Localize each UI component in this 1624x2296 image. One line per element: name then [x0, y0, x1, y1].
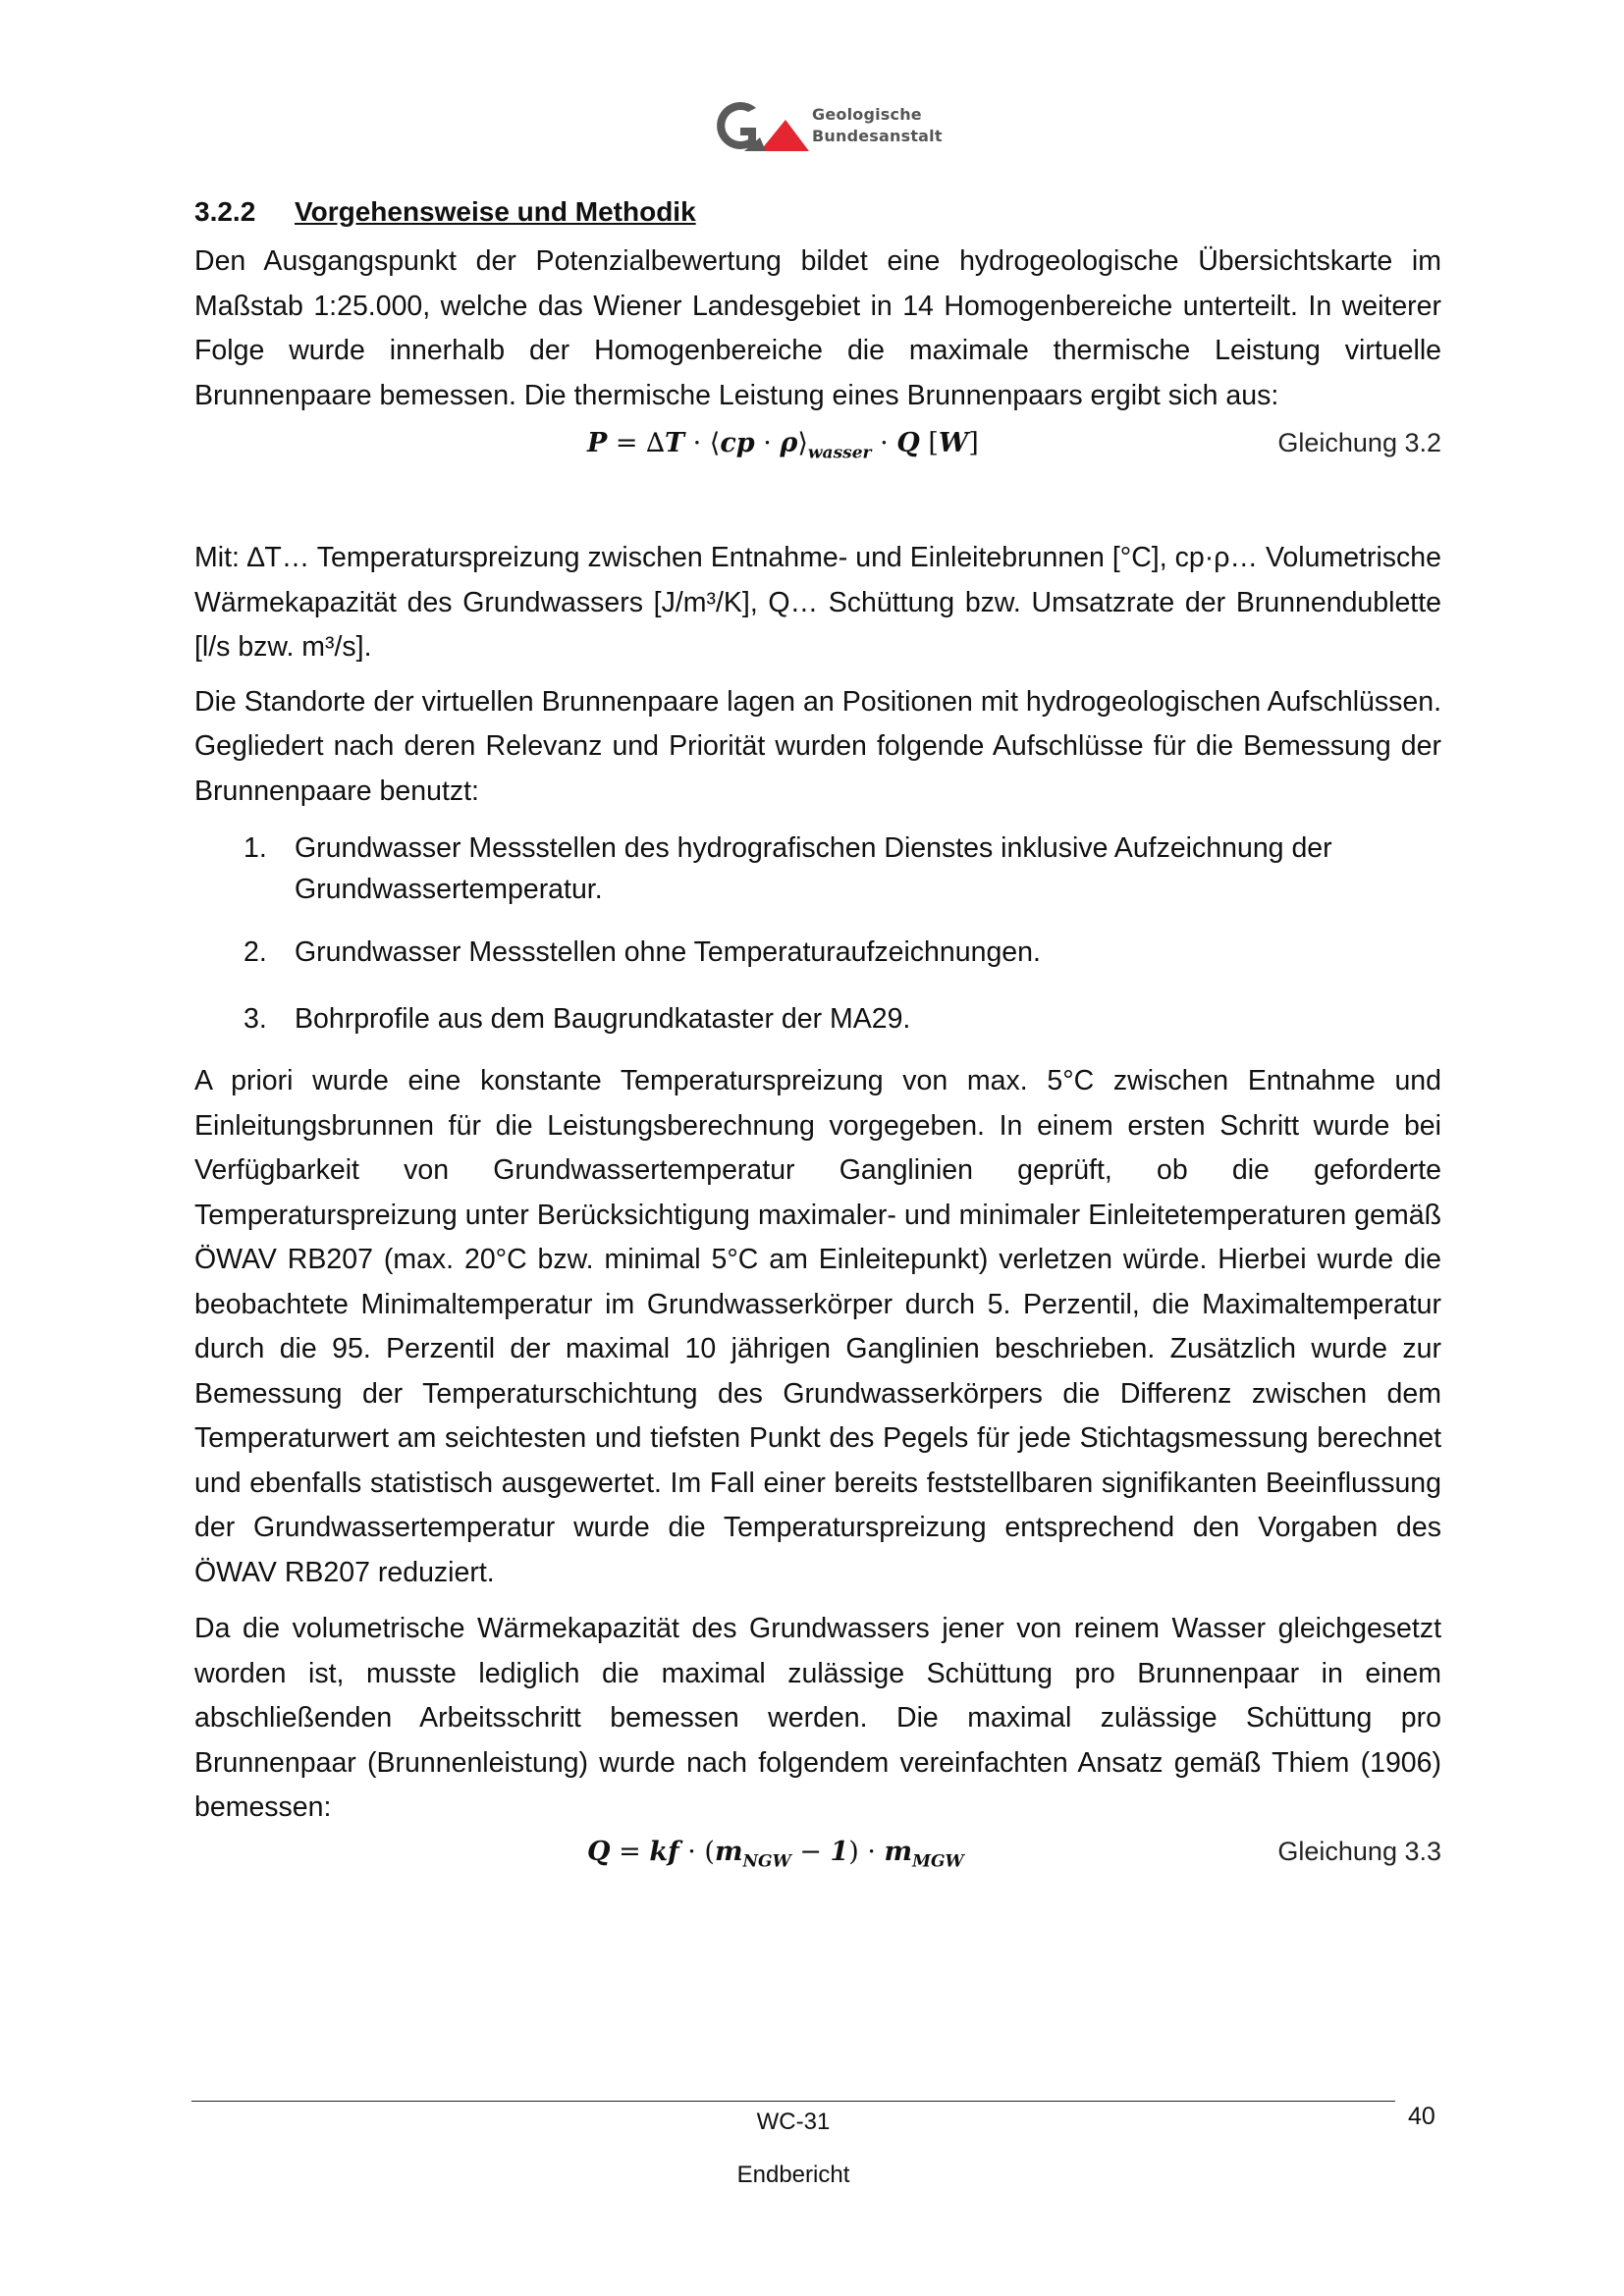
eq2-m2: m	[884, 1836, 913, 1867]
section-title: Vorgehensweise und Methodik	[295, 196, 696, 227]
section-number: 3.2.2	[194, 196, 256, 227]
eq1-sub: wasser	[807, 443, 872, 463]
list-item-number: 1.	[244, 832, 267, 864]
paragraph-3: Die Standorte der virtuellen Brunnenpaare lagen an Positionen mit hydrogeologischen Aufschlüssen. Gegliedert nach deren Relevanz und Priorität wurden folgende Aufschlüsse für die Bemessung der Brunnenpaare benutzt:	[194, 685, 1441, 807]
eq2-close: ) ·	[848, 1836, 885, 1867]
eq1-q: Q	[896, 428, 920, 458]
equation-3-3-label: Gleichung 3.3	[1277, 1836, 1441, 1866]
logo-text	[812, 104, 943, 147]
eq1-unit-open: [	[919, 428, 939, 458]
eq2-equals: =	[610, 1836, 650, 1867]
equation-3-2-formula	[587, 428, 979, 462]
paragraph-2: Mit: ∆T… Temperaturspreizung zwischen Entnahme- und Einleitebrunnen [°C], cp·ρ… Volumetrische Wärmekapazität des Grundwassers [J/m³/K], Q… Schüttung bzw. Umsatzrate der Brunnendublette [l/s bzw. m³/s].	[194, 542, 1441, 663]
logo-line-2: Bundesanstalt	[812, 127, 943, 145]
list-item	[194, 828, 1441, 910]
section-heading	[194, 192, 1441, 232]
eq2-lhs: Q	[587, 1836, 611, 1867]
eq1-t: T	[664, 428, 685, 458]
equation-3-2	[194, 422, 1441, 467]
eq1-unit-close: ]	[968, 428, 979, 458]
equation-3-2-label: Gleichung 3.2	[1277, 428, 1441, 457]
footer-rule	[191, 2101, 1395, 2102]
eq1-close: ⟩	[797, 428, 808, 458]
main-content	[194, 192, 1441, 1876]
eq2-kf: kf	[649, 1836, 679, 1867]
eq1-unit: W	[938, 428, 969, 458]
aufschluss-list	[194, 828, 1441, 1040]
paragraph-1: Den Ausgangspunkt der Potenzialbewertung bildet eine hydrogeologische Übersichtskarte im Maßstab 1:25.000, welche das Wiener Landesgebiet in 14 Homogenbereiche unterteilt. In weiterer Folge wurde innerhalb der Homogenbereiche die maximale thermische Leistung virtuelle Brunnenpaare bemessen. Die thermische Leistung eines Brunnenpaars ergibt sich aus:	[194, 245, 1441, 411]
equation-3-3	[194, 1831, 1441, 1876]
eq2-sub1: NGW	[742, 1850, 791, 1871]
list-item-text: Grundwasser Messstellen des hydrografischen Dienstes inklusive Aufzeichnung der Grundwassertemperatur.	[295, 832, 1332, 905]
eq2-sub2: MGW	[912, 1850, 964, 1871]
paragraph-4: A priori wurde eine konstante Temperaturspreizung von max. 5°C zwischen Entnahme und Einleitungsbrunnen für die Leistungsberechnung vorgegeben. In einem ersten Schritt wurde bei Verfügbarkeit von Grundwassertemperatur Ganglinien geprüft, ob die geforderte Temperaturspreizung unter Berücksichtigung maximaler- und minimaler Einleitetemperaturen gemäß ÖWAV RB207 (max. 20°C bzw. minimal 5°C am Einleitepunkt) verletzen würde. Hierbei wurde die beobachtete Minimaltemperatur im Grundwasserkörper durch 5. Perzentil, die Maximaltemperatur durch die 95. Perzentil der maximal 10 jährigen Ganglinien beschrieben. Zusätzlich wurde zur Bemessung der Temperaturschichtung des Grundwasserkörpers die Differenz zwischen dem Temperaturwert am seichtesten und tiefsten Punkt des Pegels für jede Stichtagsmessung berechnet und ebenfalls statistisch ausgewertet. Im Fall einer bereits feststellbaren signifikanten Beeinflussung der Grundwassertemperatur wurde die Temperaturspreizung entsprechend den Vorgaben des ÖWAV RB207 reduziert.	[194, 1065, 1441, 1588]
eq2-dot1: · (	[678, 1836, 715, 1867]
gba-logo-mark-icon	[705, 94, 813, 159]
list-item-number: 3.	[244, 1003, 267, 1035]
eq2-m1: m	[714, 1836, 743, 1867]
eq1-dot1: · ⟨	[684, 428, 721, 458]
eq2-minus: −	[790, 1836, 831, 1867]
footer-subtitle: Endbericht	[736, 2162, 850, 2188]
eq1-dot3: ·	[871, 428, 897, 458]
list-item-text: Grundwasser Messstellen ohne Temperaturaufzeichnungen.	[295, 936, 1041, 968]
footer-report-code: WC-31	[756, 2109, 831, 2135]
equation-3-3-formula	[587, 1837, 964, 1871]
eq1-lhs: P	[587, 428, 608, 458]
gba-logo	[705, 94, 941, 159]
list-item-number: 2.	[244, 936, 267, 968]
eq1-equals: = ∆	[607, 428, 665, 458]
page-number: 40	[1408, 2103, 1435, 2130]
list-item	[194, 932, 1441, 973]
eq1-dot2: ·	[754, 428, 781, 458]
list-item	[194, 998, 1441, 1040]
logo-line-1: Geologische	[812, 105, 922, 124]
paragraph-5: Da die volumetrische Wärmekapazität des Grundwassers jener von reinem Wasser gleichgesetzt worden ist, musste lediglich die maximal zulässige Schüttung pro Brunnenpaar in einem abschließenden Arbeitsschritt bemessen werden. Die maximal zulässige Schüttung pro Brunnenpaar (Brunnenleistung) wurde nach folgendem vereinfachten Ansatz gemäß Thiem (1906) bemessen:	[194, 1613, 1441, 1823]
eq2-one: 1	[830, 1836, 849, 1867]
list-item-text: Bohrprofile aus dem Baugrundkataster der MA29.	[295, 1003, 911, 1035]
eq1-rho: ρ	[780, 428, 798, 458]
eq1-cp: cp	[720, 428, 755, 458]
